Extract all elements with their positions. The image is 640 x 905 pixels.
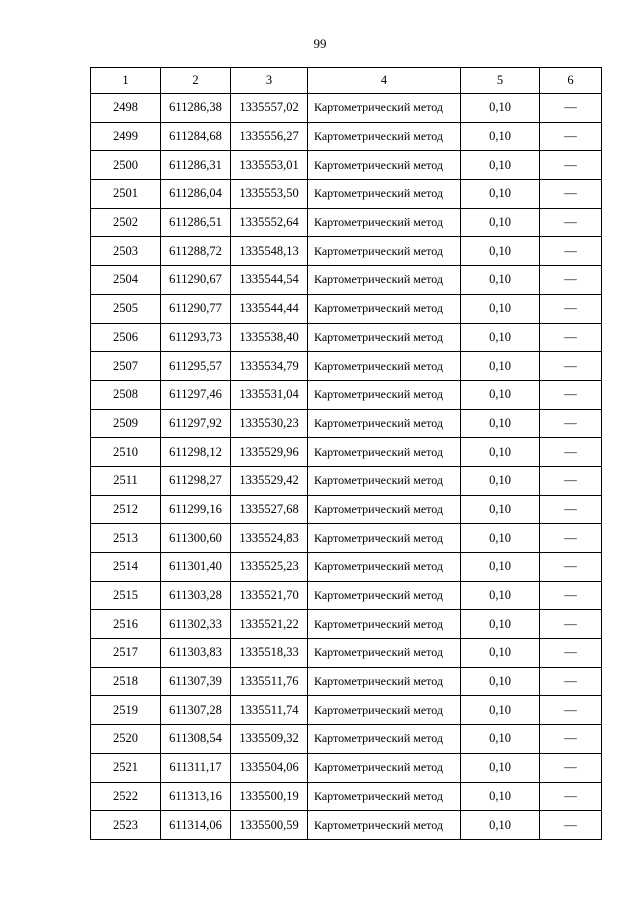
accuracy-cell: 0,10 [461,208,540,237]
method-cell: Картометрический метод [308,180,461,209]
point-number-cell: 2499 [91,122,161,151]
x-coordinate-cell: 611293,73 [161,323,231,352]
table-row [91,323,602,352]
y-coordinate-cell: 1335548,13 [231,237,308,266]
x-coordinate-cell: 611307,28 [161,696,231,725]
x-coordinate-cell: 611307,39 [161,667,231,696]
method-cell: Картометрический метод [308,667,461,696]
table-row [91,294,602,323]
column-header-3: 3 [231,68,308,94]
column-header-5: 5 [461,68,540,94]
point-number-cell: 2501 [91,180,161,209]
accuracy-cell: 0,10 [461,122,540,151]
table-row [91,466,602,495]
note-cell: — [540,438,602,467]
table-row [91,208,602,237]
accuracy-cell: 0,10 [461,782,540,811]
method-cell: Картометрический метод [308,610,461,639]
y-coordinate-cell: 1335538,40 [231,323,308,352]
method-cell: Картометрический метод [308,639,461,668]
x-coordinate-cell: 611288,72 [161,237,231,266]
accuracy-cell: 0,10 [461,524,540,553]
accuracy-cell: 0,10 [461,294,540,323]
y-coordinate-cell: 1335530,23 [231,409,308,438]
method-cell: Картометрический метод [308,725,461,754]
note-cell: — [540,323,602,352]
table-row [91,237,602,266]
x-coordinate-cell: 611308,54 [161,725,231,754]
y-coordinate-cell: 1335553,50 [231,180,308,209]
table-row [91,753,602,782]
note-cell: — [540,782,602,811]
accuracy-cell: 0,10 [461,725,540,754]
x-coordinate-cell: 611297,46 [161,380,231,409]
note-cell: — [540,811,602,840]
table-row [91,581,602,610]
point-number-cell: 2507 [91,352,161,381]
point-number-cell: 2512 [91,495,161,524]
method-cell: Картометрический метод [308,409,461,438]
note-cell: — [540,610,602,639]
table-header-row [91,68,602,94]
table-body [91,94,602,840]
point-number-cell: 2522 [91,782,161,811]
accuracy-cell: 0,10 [461,466,540,495]
table-row [91,782,602,811]
point-number-cell: 2515 [91,581,161,610]
x-coordinate-cell: 611286,51 [161,208,231,237]
x-coordinate-cell: 611302,33 [161,610,231,639]
note-cell: — [540,380,602,409]
y-coordinate-cell: 1335511,74 [231,696,308,725]
point-number-cell: 2511 [91,466,161,495]
x-coordinate-cell: 611298,27 [161,466,231,495]
accuracy-cell: 0,10 [461,610,540,639]
column-header-4: 4 [308,68,461,94]
x-coordinate-cell: 611311,17 [161,753,231,782]
point-number-cell: 2500 [91,151,161,180]
table-row [91,667,602,696]
table-row [91,380,602,409]
table-row [91,352,602,381]
table-row [91,639,602,668]
method-cell: Картометрический метод [308,208,461,237]
method-cell: Картометрический метод [308,266,461,295]
accuracy-cell: 0,10 [461,639,540,668]
method-cell: Картометрический метод [308,151,461,180]
point-number-cell: 2498 [91,94,161,123]
table-row [91,94,602,123]
note-cell: — [540,581,602,610]
accuracy-cell: 0,10 [461,811,540,840]
y-coordinate-cell: 1335524,83 [231,524,308,553]
method-cell: Картометрический метод [308,323,461,352]
y-coordinate-cell: 1335521,70 [231,581,308,610]
y-coordinate-cell: 1335504,06 [231,753,308,782]
accuracy-cell: 0,10 [461,553,540,582]
method-cell: Картометрический метод [308,524,461,553]
page-number: 99 [313,36,327,51]
x-coordinate-cell: 611286,31 [161,151,231,180]
accuracy-cell: 0,10 [461,380,540,409]
method-cell: Картометрический метод [308,553,461,582]
note-cell: — [540,237,602,266]
method-cell: Картометрический метод [308,438,461,467]
y-coordinate-cell: 1335500,59 [231,811,308,840]
table-row [91,409,602,438]
y-coordinate-cell: 1335556,27 [231,122,308,151]
x-coordinate-cell: 611314,06 [161,811,231,840]
accuracy-cell: 0,10 [461,438,540,467]
y-coordinate-cell: 1335509,32 [231,725,308,754]
note-cell: — [540,639,602,668]
method-cell: Картометрический метод [308,782,461,811]
table-row [91,696,602,725]
y-coordinate-cell: 1335534,79 [231,352,308,381]
y-coordinate-cell: 1335527,68 [231,495,308,524]
point-number-cell: 2519 [91,696,161,725]
accuracy-cell: 0,10 [461,266,540,295]
note-cell: — [540,94,602,123]
x-coordinate-cell: 611297,92 [161,409,231,438]
accuracy-cell: 0,10 [461,237,540,266]
point-number-cell: 2513 [91,524,161,553]
note-cell: — [540,753,602,782]
note-cell: — [540,524,602,553]
method-cell: Картометрический метод [308,94,461,123]
note-cell: — [540,294,602,323]
point-number-cell: 2521 [91,753,161,782]
accuracy-cell: 0,10 [461,753,540,782]
accuracy-cell: 0,10 [461,180,540,209]
point-number-cell: 2509 [91,409,161,438]
method-cell: Картометрический метод [308,237,461,266]
accuracy-cell: 0,10 [461,696,540,725]
point-number-cell: 2508 [91,380,161,409]
table-row [91,122,602,151]
y-coordinate-cell: 1335529,96 [231,438,308,467]
method-cell: Картометрический метод [308,352,461,381]
method-cell: Картометрический метод [308,294,461,323]
y-coordinate-cell: 1335544,44 [231,294,308,323]
point-number-cell: 2523 [91,811,161,840]
note-cell: — [540,409,602,438]
y-coordinate-cell: 1335552,64 [231,208,308,237]
note-cell: — [540,553,602,582]
x-coordinate-cell: 611290,77 [161,294,231,323]
point-number-cell: 2503 [91,237,161,266]
accuracy-cell: 0,10 [461,409,540,438]
x-coordinate-cell: 611301,40 [161,553,231,582]
table-row [91,180,602,209]
y-coordinate-cell: 1335525,23 [231,553,308,582]
note-cell: — [540,122,602,151]
method-cell: Картометрический метод [308,380,461,409]
table-row [91,266,602,295]
accuracy-cell: 0,10 [461,667,540,696]
note-cell: — [540,180,602,209]
point-number-cell: 2510 [91,438,161,467]
y-coordinate-cell: 1335500,19 [231,782,308,811]
accuracy-cell: 0,10 [461,151,540,180]
table-row [91,811,602,840]
note-cell: — [540,725,602,754]
y-coordinate-cell: 1335544,54 [231,266,308,295]
y-coordinate-cell: 1335531,04 [231,380,308,409]
y-coordinate-cell: 1335529,42 [231,466,308,495]
method-cell: Картометрический метод [308,581,461,610]
method-cell: Картометрический метод [308,696,461,725]
method-cell: Картометрический метод [308,122,461,151]
note-cell: — [540,696,602,725]
table-row [91,553,602,582]
y-coordinate-cell: 1335511,76 [231,667,308,696]
method-cell: Картометрический метод [308,466,461,495]
x-coordinate-cell: 611286,04 [161,180,231,209]
table-row [91,610,602,639]
accuracy-cell: 0,10 [461,94,540,123]
x-coordinate-cell: 611300,60 [161,524,231,553]
y-coordinate-cell: 1335553,01 [231,151,308,180]
note-cell: — [540,208,602,237]
point-number-cell: 2520 [91,725,161,754]
accuracy-cell: 0,10 [461,352,540,381]
point-number-cell: 2504 [91,266,161,295]
column-header-1: 1 [91,68,161,94]
accuracy-cell: 0,10 [461,323,540,352]
x-coordinate-cell: 611298,12 [161,438,231,467]
table-row [91,524,602,553]
point-number-cell: 2518 [91,667,161,696]
method-cell: Картометрический метод [308,753,461,782]
point-number-cell: 2502 [91,208,161,237]
accuracy-cell: 0,10 [461,495,540,524]
table-row [91,151,602,180]
x-coordinate-cell: 611313,16 [161,782,231,811]
point-number-cell: 2506 [91,323,161,352]
table-row [91,725,602,754]
method-cell: Картометрический метод [308,811,461,840]
column-header-6: 6 [540,68,602,94]
note-cell: — [540,667,602,696]
x-coordinate-cell: 611295,57 [161,352,231,381]
column-header-2: 2 [161,68,231,94]
note-cell: — [540,495,602,524]
point-number-cell: 2505 [91,294,161,323]
y-coordinate-cell: 1335557,02 [231,94,308,123]
table-row [91,495,602,524]
table-row [91,438,602,467]
note-cell: — [540,466,602,495]
y-coordinate-cell: 1335518,33 [231,639,308,668]
note-cell: — [540,352,602,381]
method-cell: Картометрический метод [308,495,461,524]
point-number-cell: 2516 [91,610,161,639]
x-coordinate-cell: 611303,28 [161,581,231,610]
accuracy-cell: 0,10 [461,581,540,610]
point-number-cell: 2517 [91,639,161,668]
x-coordinate-cell: 611299,16 [161,495,231,524]
x-coordinate-cell: 611286,38 [161,94,231,123]
note-cell: — [540,266,602,295]
x-coordinate-cell: 611290,67 [161,266,231,295]
coordinates-table [90,67,602,840]
x-coordinate-cell: 611284,68 [161,122,231,151]
point-number-cell: 2514 [91,553,161,582]
y-coordinate-cell: 1335521,22 [231,610,308,639]
x-coordinate-cell: 611303,83 [161,639,231,668]
note-cell: — [540,151,602,180]
